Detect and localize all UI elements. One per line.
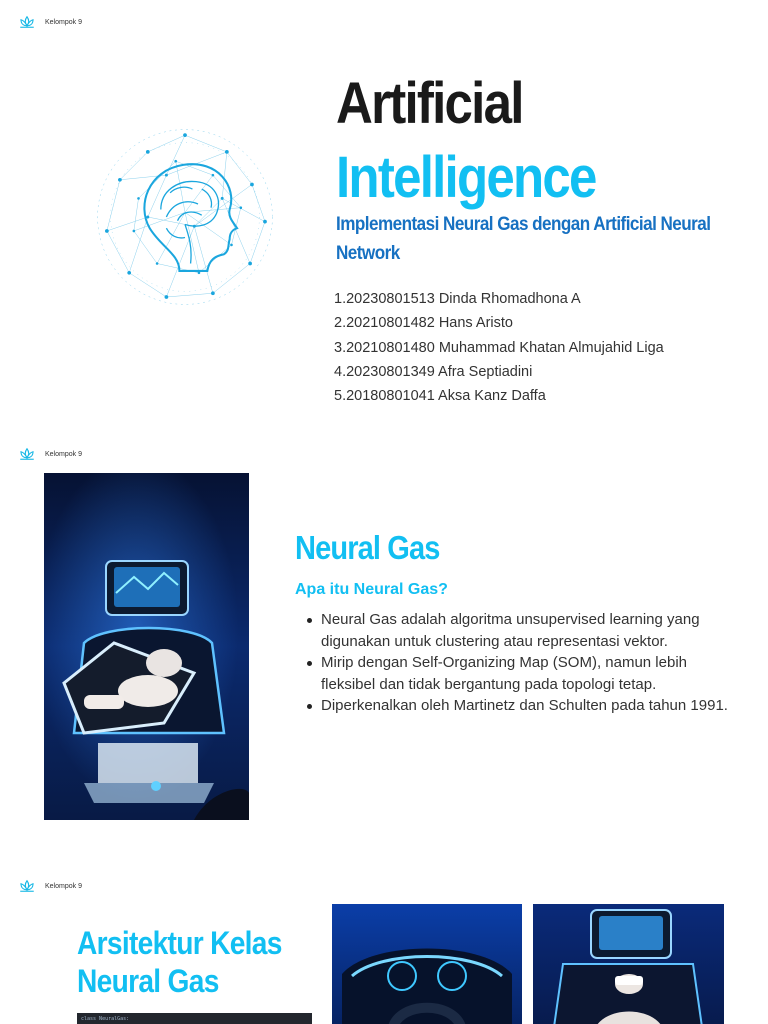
section-subtitle: Apa itu Neural Gas? [295,581,448,598]
member-item: 2.20210801482 Hans Aristo [334,315,513,332]
lotus-logo-icon [18,14,36,30]
brain-network-icon [92,124,278,310]
slide-architecture [0,864,768,1024]
member-item: 1.20230801513 Dinda Rhomadhona A [334,291,581,307]
header-label: Kelompok 9 [45,450,82,458]
architecture-title: Arsitektur Kelas Neural Gas [77,925,282,999]
slide-title [0,0,768,432]
vr-headset-photo [533,904,724,1024]
member-item: 3.20210801480 Muhammad Khatan Almujahid Liga [334,339,664,356]
header-label: Kelompok 9 [45,18,82,26]
member-list [334,287,664,408]
lotus-logo-icon [18,446,36,462]
code-block [77,1013,312,1024]
section-title: Neural Gas [295,529,440,566]
slide-neural-gas [0,432,768,864]
subtitle: Implementasi Neural Gas dengan Artificial Neural Network [336,214,711,264]
header-label: Kelompok 9 [45,882,82,890]
vr-simulator-photo [44,473,249,820]
lotus-logo-icon [18,878,36,894]
bullet-list [305,609,735,717]
slide-header [18,446,82,462]
member-item: 4.20230801349 Afra Septiadini [334,363,533,380]
code-line: class NeuralGas: [81,1016,130,1022]
car-simulator-photo [332,904,522,1024]
slide-header [18,14,82,30]
bullet-item: Diperkenalkan oleh Martinetz dan Schulten pada tahun 1991. [305,695,735,717]
slide-header [18,878,82,894]
bullet-item: Neural Gas adalah algoritma unsupervised learning yang digunakan untuk clustering atau representasi vektor. [305,609,735,652]
title-line-2: Intelligence [336,145,596,210]
member-item: 5.20180801041 Aksa Kanz Daffa [334,388,546,405]
title-line-1: Artificial [336,71,523,136]
bullet-item: Mirip dengan Self-Organizing Map (SOM), namun lebih fleksibel dan tidak bergantung pada topologi tetap. [305,652,735,695]
